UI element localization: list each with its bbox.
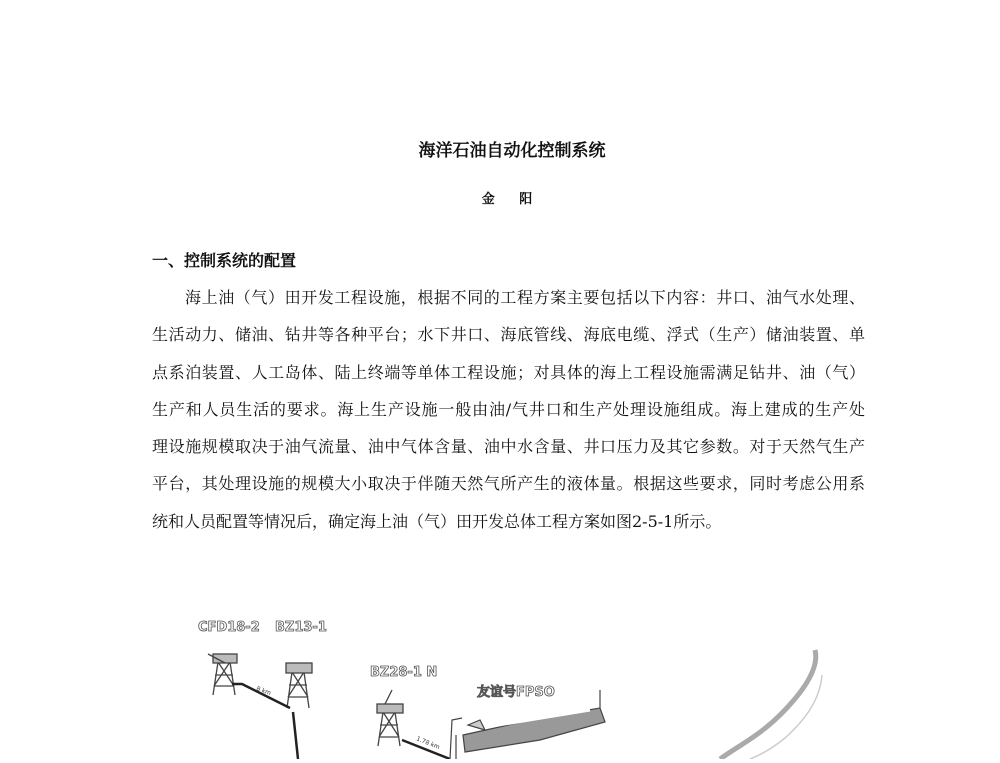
oilfield-diagram [180,600,880,759]
fpso-ship-icon [450,690,605,759]
body-paragraph [152,286,865,547]
platform-3-label: BZ28-1 N [370,665,438,680]
platform-1-icon [208,654,237,695]
paragraph-line: 理设施规模取决于油气流量、油中气体含量、油中水含量、井口压力及其它参数。对于天然气生产 [152,437,865,457]
paragraph-line: 生活动力、储油、钻井等各种平台；水下井口、海底管线、海底电缆、浮式（生产）储油装置、单 [152,325,865,345]
distance-2-label: 1.78 km [415,735,441,752]
paragraph-line: 生产和人员生活的要求。海上生产设施一般由油/气井口和生产处理设施组成。海上建成的生产处 [152,399,865,419]
paragraph-line: 统和人员配置等情况后，确定海上油（气）田开发总体工程方案如图2-5-1所示。 [152,511,722,531]
platform-3-icon [377,690,403,746]
document-title: 海洋石油自动化控制系统 [418,141,606,161]
paragraph-line: 点系泊装置、人工岛体、陆上终端等单体工程设施；对具体的海上工程设施需满足钻井、油（气） [152,362,865,382]
platform-1-label: CFD18-2 [198,620,260,635]
section-heading: 一、控制系统的配置 [152,251,297,270]
coastline [720,650,822,759]
document-author: 金 阳 [481,192,543,207]
paragraph-line: 平台，其处理设施的规模大小取决于伴随天然气所产生的液体量。根据这些要求，同时考虑公用系 [152,474,865,494]
paragraph-line: 海上油（气）田开发工程设施，根据不同的工程方案主要包括以下内容：井口、油气水处理、 [185,288,865,307]
platform-2-icon [286,663,312,708]
distance-1-label: 8 km [255,685,272,698]
fpso-label: 友谊号FPSO [477,685,555,700]
platform-2-label: BZ13-1 [275,620,327,635]
